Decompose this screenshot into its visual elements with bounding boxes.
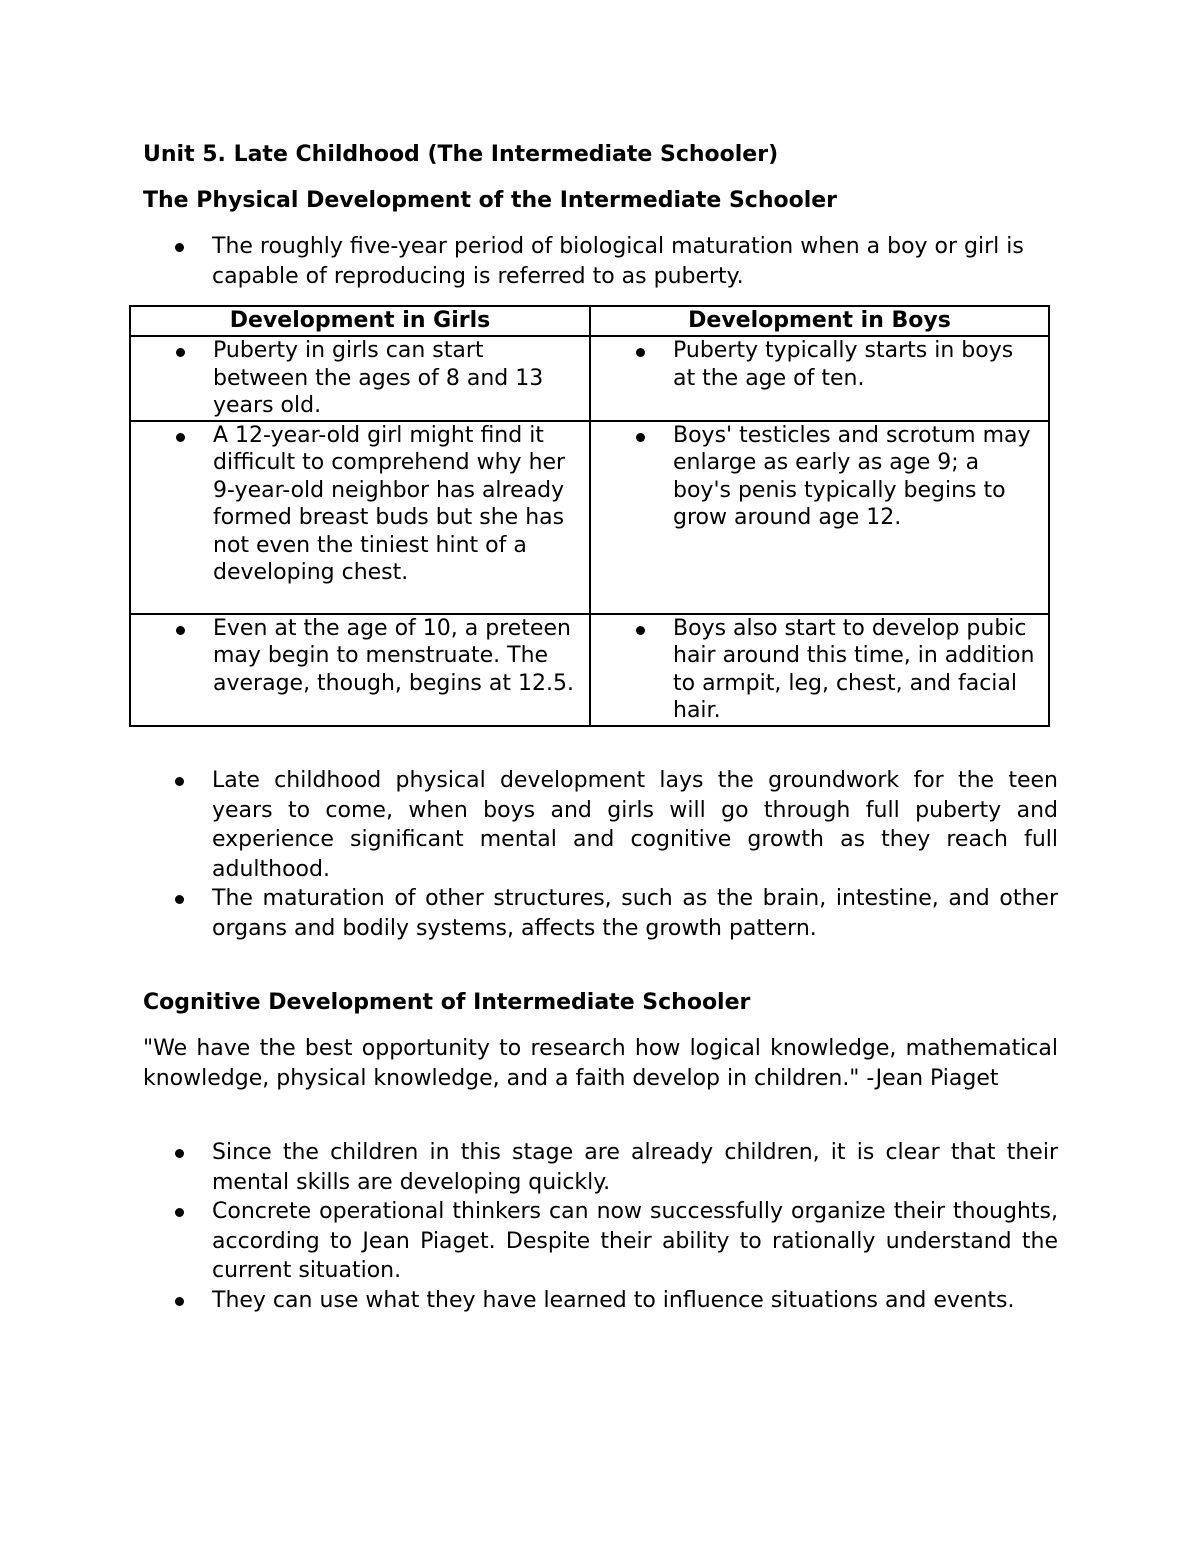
cognitive-development-heading: Cognitive Development of Intermediate Schooler bbox=[143, 990, 751, 1015]
list-item: The maturation of other structures, such as the brain, intestine, and other organs and bodily systems, affects the growth pattern. bbox=[0, 884, 1058, 943]
development-table bbox=[129, 305, 1050, 727]
bullet-icon bbox=[175, 243, 184, 252]
piaget-quote: "We have the best opportunity to research how logical knowledge, mathematical knowledge, physical knowledge, and a faith develop in children." -Jean Piaget bbox=[143, 1036, 1058, 1091]
table-cell-boys: Boys' testicles and scrotum may enlarge as early as age 9; a boy's penis typically begins to grow around age 12. bbox=[590, 421, 1049, 614]
table-cell-girls: A 12-year-old girl might find it difficult to comprehend why her 9-year-old neighbor has already formed breast buds but she has not even the tiniest hint of a developing chest. bbox=[130, 421, 590, 614]
bullet-icon bbox=[175, 777, 184, 786]
table-cell-girls: Even at the age of 10, a preteen may begin to menstruate. The average, though, begins at 12.5. bbox=[130, 614, 590, 726]
table-cell-boys: Boys also start to develop pubic hair around this time, in addition to armpit, leg, chest, and facial hair. bbox=[590, 614, 1049, 726]
bullet-icon bbox=[176, 433, 185, 442]
list-item: Late childhood physical development lays the groundwork for the teen years to come, when boys and girls will go through full puberty and experience significant mental and cognitive growth as they reach full adulthood. bbox=[0, 766, 1058, 884]
physical-development-heading: The Physical Development of the Intermediate Schooler bbox=[143, 188, 838, 213]
table-header-row bbox=[130, 306, 1049, 336]
table-cell-girls: Puberty in girls can start between the ages of 8 and 13 years old. bbox=[130, 336, 590, 421]
bullet-icon bbox=[175, 1297, 184, 1306]
unit-title: Unit 5. Late Childhood (The Intermediate Schooler) bbox=[143, 142, 779, 167]
intro-bullet-list bbox=[0, 232, 1200, 291]
bullet-icon bbox=[176, 626, 185, 635]
bullet-icon bbox=[176, 348, 185, 357]
table-cell-boys: Puberty typically starts in boys at the age of ten. bbox=[590, 336, 1049, 421]
table-row bbox=[130, 614, 1049, 726]
bullet-icon bbox=[175, 1149, 184, 1158]
table-row bbox=[130, 336, 1049, 421]
girls-column-header: Development in Girls bbox=[130, 306, 590, 336]
boys-column-header: Development in Boys bbox=[590, 306, 1049, 336]
physical-bullet-list bbox=[0, 766, 1200, 943]
bullet-icon bbox=[636, 433, 645, 442]
list-item: They can use what they have learned to influence situations and events. bbox=[0, 1286, 1058, 1316]
list-item: Concrete operational thinkers can now successfully organize their thoughts, according to Jean Piaget. Despite their ability to rationally understand the current situation. bbox=[0, 1197, 1058, 1286]
bullet-icon bbox=[636, 348, 645, 357]
table-row bbox=[130, 421, 1049, 614]
list-item: The roughly five-year period of biological maturation when a boy or girl is capable of reproducing is referred to as puberty. bbox=[0, 232, 1062, 291]
bullet-icon bbox=[175, 1208, 184, 1217]
list-item: Since the children in this stage are already children, it is clear that their mental skills are developing quickly. bbox=[0, 1138, 1058, 1197]
bullet-icon bbox=[175, 895, 184, 904]
bullet-icon bbox=[636, 626, 645, 635]
cognitive-bullet-list bbox=[0, 1138, 1200, 1315]
